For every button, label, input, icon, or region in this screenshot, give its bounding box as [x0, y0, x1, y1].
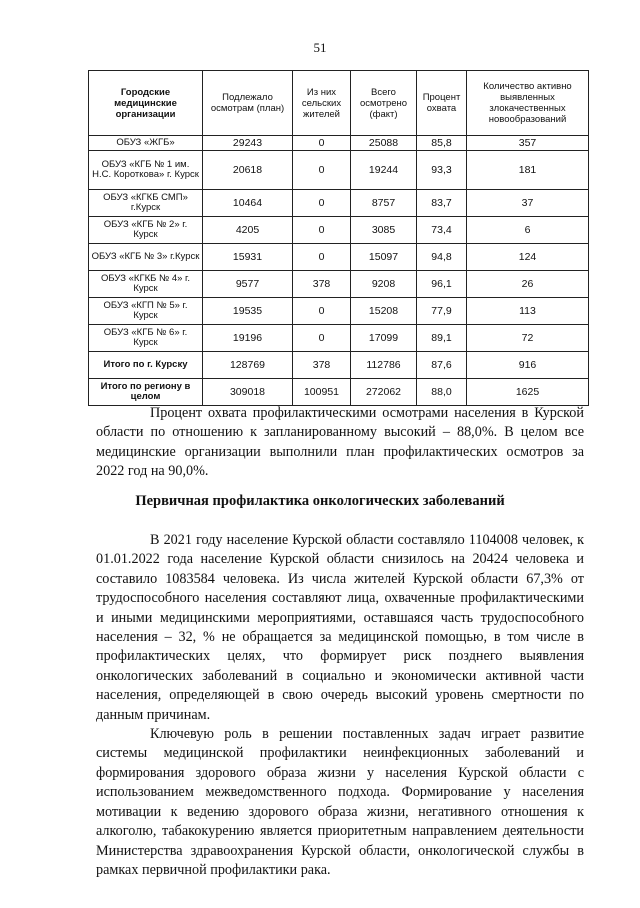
paragraph-key-role: Ключевую роль в решении поставленных задач играет развитие системы медицинской профилактики неинфекционных заболеваний и формирования здорового образа жизни у населения Курской области с использованием межведомственного подхода. Формирование у населения мотивации к ведению здорового образа жизни, негативного отношения к алкоголю, табакокурению является приоритетным направлением деятельности Министерства здравоохранения Курской области, онкологической службы в рамках первичной профилактики рака. — [96, 726, 584, 878]
percent-cell: 94,8 — [417, 244, 467, 271]
percent-cell: 96,1 — [417, 271, 467, 298]
percent-cell: 77,9 — [417, 298, 467, 325]
table-row-total-city — [89, 352, 589, 379]
neoplasms-cell: 916 — [467, 352, 589, 379]
header-percent: Процент охвата — [417, 71, 467, 136]
header-plan: Подлежало осмотрам (план) — [203, 71, 293, 136]
neoplasms-cell: 37 — [467, 190, 589, 217]
org-cell: Итого по г. Курску — [89, 352, 203, 379]
fact-cell: 3085 — [351, 217, 417, 244]
plan-cell: 4205 — [203, 217, 293, 244]
table-row — [89, 271, 589, 298]
percent-cell: 83,7 — [417, 190, 467, 217]
fact-cell: 272062 — [351, 379, 417, 406]
neoplasms-cell: 72 — [467, 325, 589, 352]
table-row — [89, 190, 589, 217]
screening-table — [88, 70, 589, 406]
org-cell: ОБУЗ «КГКБ СМП» г.Курск — [89, 190, 203, 217]
table-row — [89, 151, 589, 190]
plan-cell: 9577 — [203, 271, 293, 298]
coverage-text-block — [96, 404, 584, 482]
plan-cell: 10464 — [203, 190, 293, 217]
paragraph-population: В 2021 году население Курской области составляло 1104008 человек, к 01.01.2022 года население Курской области снизилось на 20424 человека и составило 1083584 человека. Из числа жителей Курской области 67,3% от трудоспособного населения составляют лица, охваченные профилактическими и иными медицинскими мероприятиями, оставшаяся часть трудоспособного населения – 32, % не обращается за медицинской помощью, в том числе в профилактических целях, что формирует риск позднего выявления онкологических заболеваний в социально и экономически активной части населения, определяющей в свою очередь высокий уровень смертности по данным причинам. — [96, 532, 584, 723]
org-cell: ОБУЗ «КГБ № 6» г. Курск — [89, 325, 203, 352]
neoplasms-cell: 113 — [467, 298, 589, 325]
plan-cell: 15931 — [203, 244, 293, 271]
neoplasms-cell: 181 — [467, 151, 589, 190]
table-row — [89, 298, 589, 325]
rural-cell: 0 — [293, 244, 351, 271]
neoplasms-cell: 124 — [467, 244, 589, 271]
org-cell: ОБУЗ «КГБ № 3» г.Курск — [89, 244, 203, 271]
org-cell: ОБУЗ «КГБ № 1 им. Н.С. Короткова» г. Курск — [89, 151, 203, 190]
table-header-row — [89, 71, 589, 136]
fact-cell: 25088 — [351, 136, 417, 151]
rural-cell: 100951 — [293, 379, 351, 406]
header-organizations: Городские медицинские организации — [89, 71, 203, 136]
neoplasms-cell: 26 — [467, 271, 589, 298]
header-neoplasms: Количество активно выявленных злокачественных новообразований — [467, 71, 589, 136]
org-cell: ОБУЗ «КГБ № 2» г. Курск — [89, 217, 203, 244]
fact-cell: 9208 — [351, 271, 417, 298]
paragraph-coverage: Процент охвата профилактическими осмотрами населения в Курской области по отношению к запланированному высокий – 88,0%. В целом все медицинские организации выполнили план профилактических осмотров за 2022 год на 90,0%. — [96, 405, 584, 480]
header-fact: Всего осмотрено (факт) — [351, 71, 417, 136]
org-cell: ОБУЗ «КГКБ № 4» г. Курск — [89, 271, 203, 298]
fact-cell: 17099 — [351, 325, 417, 352]
percent-cell: 89,1 — [417, 325, 467, 352]
percent-cell: 87,6 — [417, 352, 467, 379]
percent-cell: 93,3 — [417, 151, 467, 190]
fact-cell: 15208 — [351, 298, 417, 325]
fact-cell: 112786 — [351, 352, 417, 379]
org-cell: ОБУЗ «КГП № 5» г. Курск — [89, 298, 203, 325]
fact-cell: 15097 — [351, 244, 417, 271]
rural-cell: 0 — [293, 325, 351, 352]
section-heading: Первичная профилактика онкологических заболеваний — [135, 493, 505, 509]
rural-cell: 0 — [293, 136, 351, 151]
plan-cell: 29243 — [203, 136, 293, 151]
org-cell: ОБУЗ «ЖГБ» — [89, 136, 203, 151]
header-rural: Из них сельских жителей — [293, 71, 351, 136]
body-text-block — [96, 531, 584, 880]
rural-cell: 0 — [293, 217, 351, 244]
plan-cell: 309018 — [203, 379, 293, 406]
percent-cell: 85,8 — [417, 136, 467, 151]
rural-cell: 378 — [293, 271, 351, 298]
percent-cell: 88,0 — [417, 379, 467, 406]
page-number: 51 — [313, 40, 327, 55]
fact-cell: 8757 — [351, 190, 417, 217]
rural-cell: 378 — [293, 352, 351, 379]
percent-cell: 73,4 — [417, 217, 467, 244]
plan-cell: 20618 — [203, 151, 293, 190]
plan-cell: 19196 — [203, 325, 293, 352]
table-row — [89, 217, 589, 244]
neoplasms-cell: 6 — [467, 217, 589, 244]
fact-cell: 19244 — [351, 151, 417, 190]
plan-cell: 19535 — [203, 298, 293, 325]
neoplasms-cell: 357 — [467, 136, 589, 151]
rural-cell: 0 — [293, 298, 351, 325]
table-row — [89, 136, 589, 151]
org-cell: Итого по региону в целом — [89, 379, 203, 406]
plan-cell: 128769 — [203, 352, 293, 379]
table-row — [89, 325, 589, 352]
table-row — [89, 244, 589, 271]
table-row-total-region — [89, 379, 589, 406]
neoplasms-cell: 1625 — [467, 379, 589, 406]
rural-cell: 0 — [293, 151, 351, 190]
rural-cell: 0 — [293, 190, 351, 217]
